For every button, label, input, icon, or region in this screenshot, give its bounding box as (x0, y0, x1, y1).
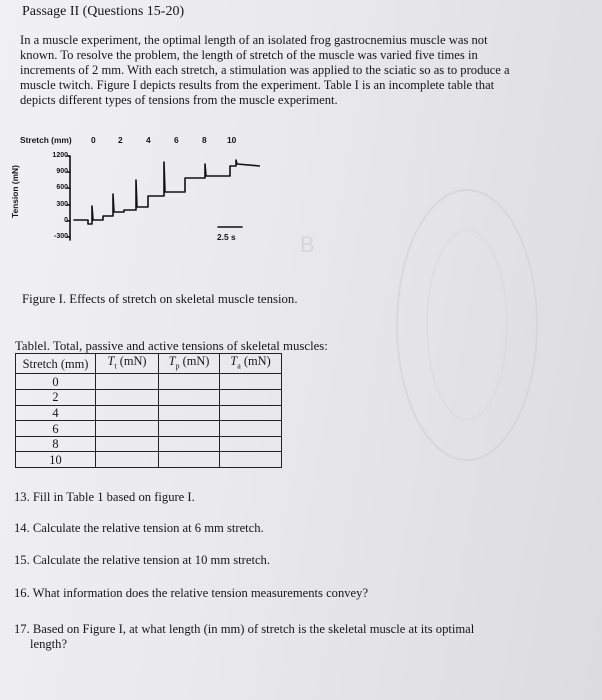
table-caption: Tablel. Total, passive and active tensions of skeletal muscles: (15, 339, 328, 353)
passive-tension-cell[interactable] (159, 374, 220, 390)
passage-title: Passage II (Questions 15-20) (22, 4, 185, 19)
y-tick-label: 600 (56, 184, 68, 191)
show-through-mark: B (300, 232, 315, 257)
passive-tension-cell[interactable] (159, 452, 220, 468)
stretch-cell: 6 (16, 421, 96, 437)
table-row (16, 421, 282, 437)
stretch-axis-label: Stretch (mm) (20, 135, 72, 145)
stretch-cell: 2 (16, 390, 96, 406)
stretch-cell: 8 (16, 436, 96, 452)
passage-line: increments of 2 mm. With each stretch, a stimulation was applied to the sciatic so as to produce a (20, 62, 510, 77)
question-15: 15. Calculate the relative tension at 10 mm stretch. (14, 553, 270, 567)
total-tension-cell[interactable] (96, 374, 159, 390)
stretch-cell: 0 (16, 374, 96, 390)
passive-tension-cell[interactable] (159, 436, 220, 452)
question-16: 16. What information does the relative tension measurements convey? (14, 586, 369, 600)
passage-paragraph (20, 33, 575, 108)
stretch-cell: 10 (16, 452, 96, 468)
passive-tension-cell[interactable] (159, 390, 220, 406)
active-tension-cell[interactable] (220, 405, 282, 421)
total-tension-cell[interactable] (96, 390, 159, 406)
stretch-value: 2 (118, 135, 123, 145)
total-tension-cell[interactable] (96, 405, 159, 421)
total-tension-cell[interactable] (96, 452, 159, 468)
y-tick-label: -300 (53, 233, 68, 240)
active-tension-cell[interactable] (220, 436, 282, 452)
stretch-cell: 4 (16, 405, 96, 421)
table-row (16, 452, 282, 468)
passive-tension-cell[interactable] (159, 421, 220, 437)
tension-axis-label: Tension (mN) (10, 165, 20, 218)
total-tension-cell[interactable] (96, 436, 159, 452)
question-17: 17. Based on Figure I, at what length (in mm) of stretch is the skeletal muscle at its optimal (14, 622, 475, 636)
figure-caption: Figure I. Effects of stretch on skeletal muscle tension. (22, 292, 298, 306)
question-13: 13. Fill in Table 1 based on figure I. (14, 490, 195, 504)
y-tick-label: 300 (56, 201, 68, 208)
total-tension-cell[interactable] (96, 421, 159, 437)
passage-line: In a muscle experiment, the optimal length of an isolated frog gastrocnemius muscle was not (20, 33, 488, 47)
table-header-row (16, 354, 282, 374)
header-passive-tension: $T_p$ (mN) (159, 354, 220, 374)
y-tick-label: 0 (64, 217, 68, 224)
tension-trace (74, 160, 260, 224)
table-row (16, 374, 282, 390)
stretch-value: 6 (174, 135, 179, 145)
question-17-continued: length? (30, 637, 68, 651)
active-tension-cell[interactable] (220, 421, 282, 437)
passage-line: muscle twitch. Figure I depicts results from the experiment. Table I is an incomplete table that (20, 77, 495, 92)
stretch-value: 8 (202, 135, 207, 145)
table-row (16, 390, 282, 406)
header-stretch: Stretch (mm) (16, 354, 96, 374)
scale-bar-label: 2.5 s (217, 232, 236, 242)
header-active-tension: $T_a$ (mN) (220, 354, 282, 374)
y-tick-label: 900 (56, 168, 68, 175)
active-tension-cell[interactable] (220, 390, 282, 406)
tension-figure (60, 150, 260, 245)
y-tick-label: 1200 (52, 152, 68, 159)
show-through-drawing (372, 175, 572, 475)
active-tension-cell[interactable] (220, 374, 282, 390)
active-tension-cell[interactable] (220, 452, 282, 468)
header-total-tension: $T_t$ (mN) (96, 354, 159, 374)
stretch-value: 0 (91, 135, 96, 145)
stretch-value: 10 (227, 135, 237, 145)
table-row (16, 436, 282, 452)
stretch-value: 4 (146, 135, 151, 145)
tension-table (15, 353, 282, 468)
passage-line: depicts different types of tensions from the muscle experiment. (20, 92, 338, 107)
passive-tension-cell[interactable] (159, 405, 220, 421)
question-14: 14. Calculate the relative tension at 6 mm stretch. (14, 521, 264, 535)
passage-line: known. To resolve the problem, the length of stretch of the muscle was varied five times in (20, 47, 478, 62)
table-row (16, 405, 282, 421)
